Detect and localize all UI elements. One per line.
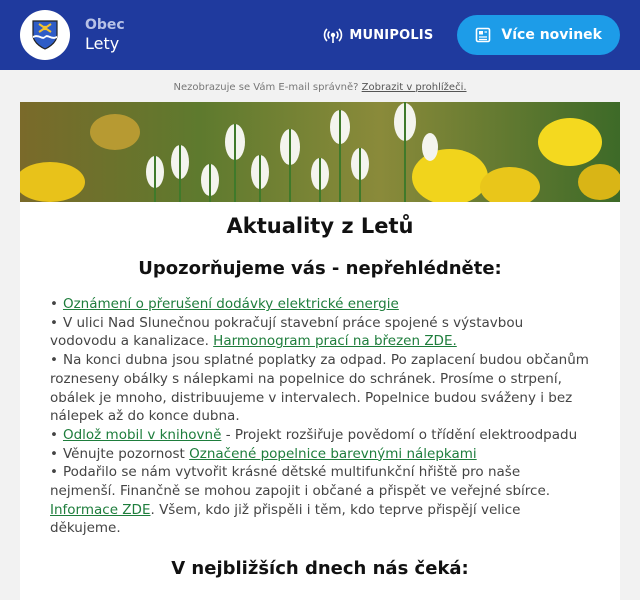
item-text: - Projekt rozšiřuje povědomí o třídění elektroodpadu (221, 426, 578, 443)
newsletter-title: Aktuality z Letů (226, 214, 414, 238)
item-text: . Všem, kdo již přispěli i těm, kdo teprve přispějí velice děkujeme. (50, 501, 521, 537)
upcoming-heading: V nejbližších dnech nás čeká: (171, 558, 469, 580)
org-title (85, 17, 125, 53)
more-news-button[interactable] (457, 15, 620, 55)
header-bar (0, 0, 640, 70)
item-text: Věnujte pozornost (62, 445, 190, 462)
item-text: Podařilo se nám vytvořit krásné dětské multifunkční hřiště pro naše nejmenší. Finančně se mohou zapojit i občané a přispět ve veřejné sbírce. (50, 464, 551, 500)
list-item (50, 426, 590, 445)
newspaper-icon (475, 27, 491, 43)
list-item (50, 314, 590, 351)
news-list (20, 295, 620, 538)
schedule-link[interactable]: Harmonogram prací na březen ZDE. (213, 333, 457, 350)
org-label: Obec (85, 17, 125, 33)
power-outage-link[interactable]: Oznámení o přerušení dodávky elektrické energie (62, 296, 399, 312)
item-text: V ulici Nad Slunečnou pokračují stavební práce spojené s výstavbou vodovodu a kanalizace. (50, 314, 524, 350)
playground-info-link[interactable]: Informace ZDE (50, 501, 151, 518)
list-item (50, 445, 590, 464)
newsletter-card (20, 102, 620, 600)
list-item (50, 351, 590, 426)
list-item (50, 463, 590, 538)
brand-name: MUNIPOLIS (349, 27, 434, 43)
bin-stickers-link[interactable]: Označené popelnice barevnými nálepkami (189, 445, 477, 462)
list-item (50, 295, 590, 314)
more-news-label: Více novinek (501, 27, 602, 43)
view-in-browser-link[interactable]: Zobrazit v prohlížeči. (361, 82, 467, 93)
mobile-library-link[interactable]: Odlož mobil v knihovně (62, 426, 222, 443)
coat-of-arms-icon[interactable] (20, 10, 70, 60)
section-heading: Upozorňujeme vás - nepřehlédněte: (138, 258, 502, 279)
preheader (0, 70, 640, 102)
broadcast-icon (323, 25, 343, 45)
org-name: Lety (85, 33, 120, 53)
preheader-text: Nezobrazuje se Vám E-mail správně? (173, 82, 362, 93)
item-text: Na konci dubna jsou splatné poplatky za odpad. Po zaplacení budou občanům rozneseny obálky s nálepkami na popelnice do schránek. Prosíme o strpení, obálek je mnoho, distribuujeme v intervalech. Popelnice budou sváženy i bez nálepek až do konce dubna. (50, 352, 589, 425)
munipolis-logo[interactable] (323, 25, 433, 45)
hero-image (20, 102, 620, 202)
